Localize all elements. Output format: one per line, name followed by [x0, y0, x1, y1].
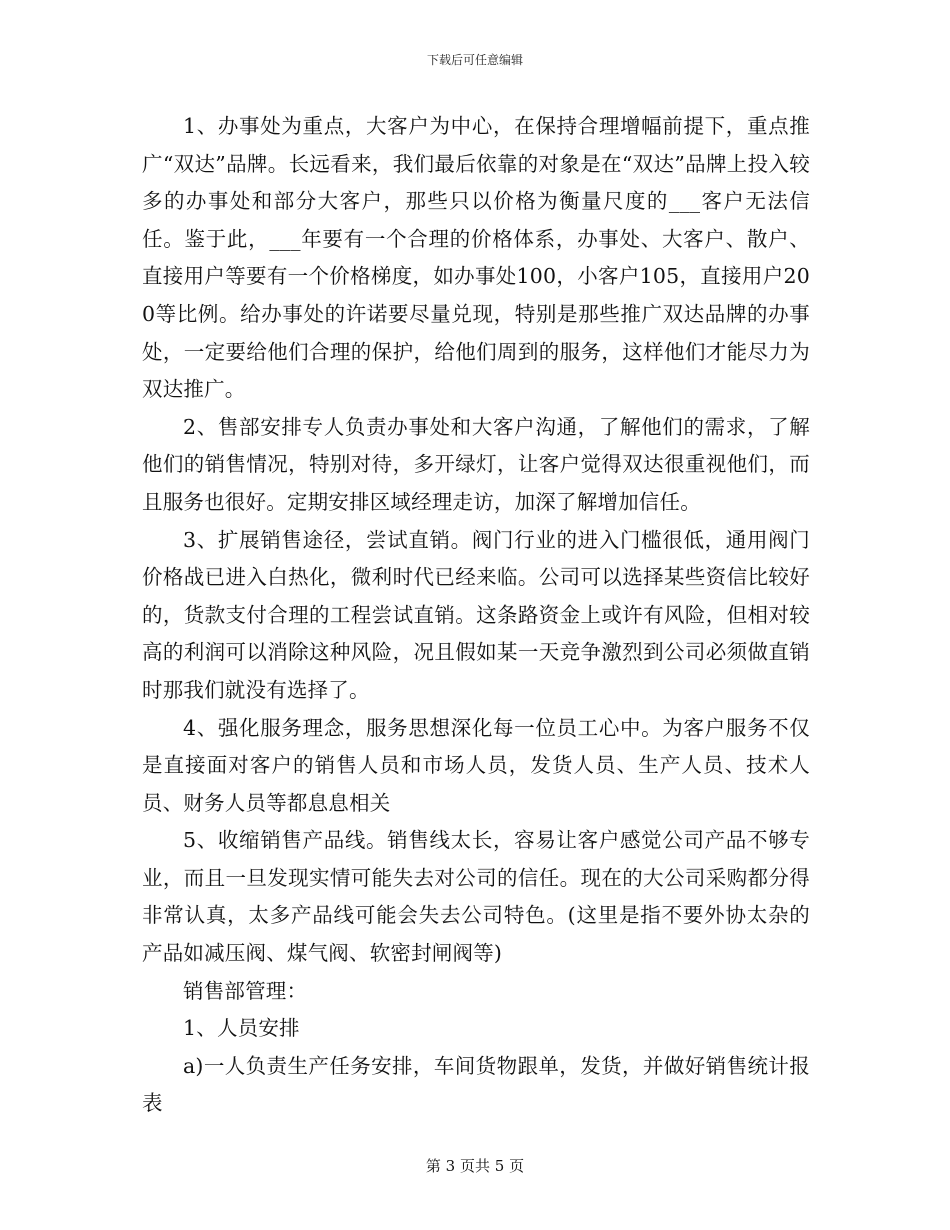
paragraph-1: 1、办事处为重点，大客户为中心，在保持合理增幅前提下，重点推广“双达”品牌。长远看来，我们最后依靠的对象是在“双达”品牌上投入较多的办事处和部分大客户，那些只以价格为衡量尺度的___客户无法信任。鉴于此，___年要有一个合理的价格体系，办事处、大客户、散户、直接用户等要有一个价格梯度，如办事处100，小客户105，直接用户200等比例。给办事处的许诺要尽量兑现，特别是那些推广双达品牌的办事处，一定要给他们合理的保护，给他们周到的服务，这样他们才能尽力为双达推广。 [142, 114, 810, 402]
paragraph-5: 5、收缩销售产品线。销售线太长，容易让客户感觉公司产品不够专业，而且一旦发现实情可能失去对公司的信任。现在的大公司采购都分得非常认真，太多产品线可能会失去公司特色。(这里是指不要外协太杂的产品如减压阀、煤气阀、软密封闸阀等) [142, 828, 810, 966]
page-header: 下载后可任意编辑 [426, 53, 523, 67]
page-footer: 第 3 页共 5 页 [425, 1157, 525, 1175]
section-heading: 销售部管理： [183, 978, 308, 1003]
paragraph-3: 3、扩展销售途径，尝试直销。阀门行业的进入门槛很低，通用阀门价格战已进入白热化，微利时代已经来临。公司可以选择某些资信比较好的，货款支付合理的工程尝试直销。这条路资金上或许有风险，但相对较高的利润可以消除这种风险，况且假如某一天竞争激烈到公司必须做直销时那我们就没有选择了。 [142, 527, 810, 702]
paragraph-2: 2、售部安排专人负责办事处和大客户沟通，了解他们的需求，了解他们的销售情况，特别对待，多开绿灯，让客户觉得双达很重视他们，而且服务也很好。定期安排区域经理走访，加深了解增加信任。 [142, 414, 810, 514]
subsection-heading: 1、人员安排 [183, 1016, 300, 1041]
paragraph-4: 4、强化服务理念，服务思想深化每一位员工心中。为客户服务不仅是直接面对客户的销售人员和市场人员，发货人员、生产人员、技术人员、财务人员等都息息相关 [142, 715, 810, 815]
list-item-a: a)一人负责生产任务安排，车间货物跟单，发货，并做好销售统计报表 [142, 1053, 810, 1116]
document-body [142, 108, 810, 1123]
